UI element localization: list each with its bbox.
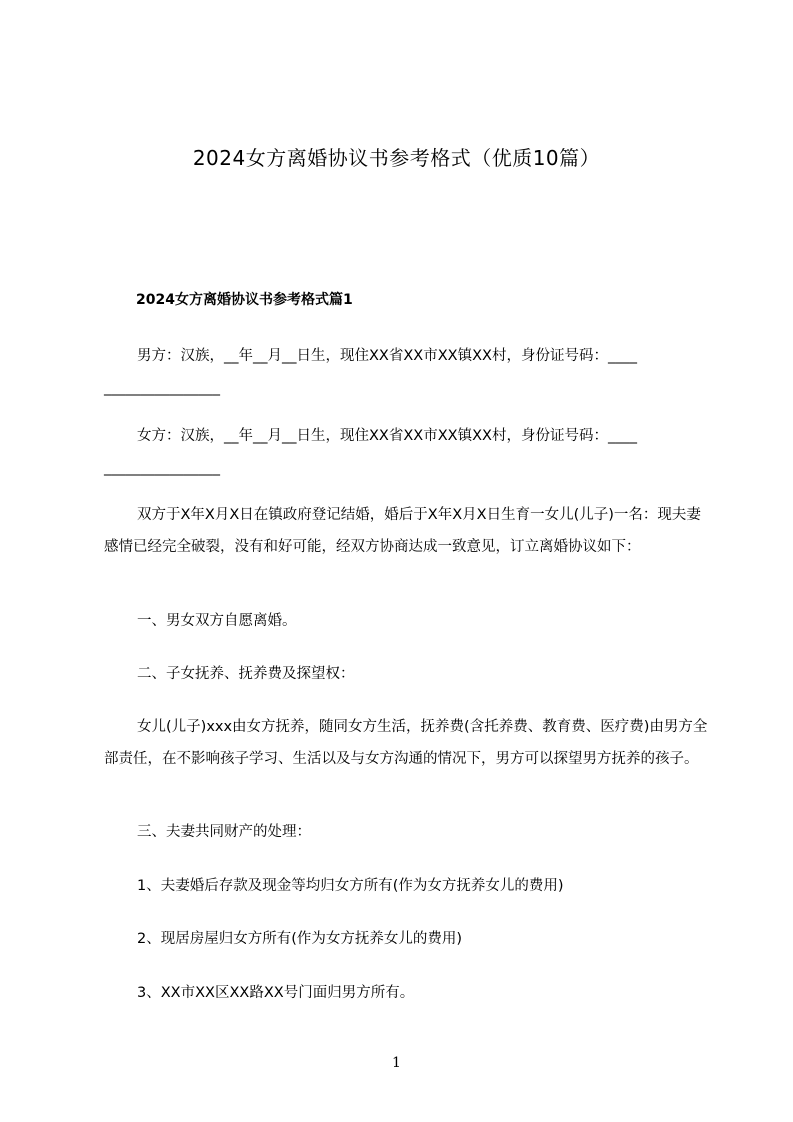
marriage-statement-paragraph: 双方于X年X月X日在镇政府登记结婚，婚后于X年X月X日生育一女儿(儿子)一名：现夫妻感情已经完全破裂，没有和好可能，经双方协商达成一致意见，订立离婚协议如下： — [104, 507, 701, 555]
clause-2-heading: 二、子女抚养、抚养费及探望权： — [137, 666, 355, 682]
female-party-paragraph: 女方：汉族，__年__月__日生，现住XX省XX市XX镇XX村，身份证号码：____ — [137, 428, 637, 444]
section-heading: 2024女方离婚协议书参考格式篇1 — [136, 292, 353, 308]
property-item-1: 1、夫妻婚后存款及现金等均归女方所有(作为女方抚养女儿的费用) — [137, 878, 564, 894]
child-custody-paragraph: 女儿(儿子)xxx由女方抚养，随同女方生活，抚养费(含托养费、教育费、医疗费)由男方全部责任，在不影响孩子学习、生活以及与女方沟通的情况下，男方可以探望男方抚养的孩子。 — [104, 719, 708, 767]
male-party-id-blank: ________________ — [104, 380, 220, 396]
page-number: 1 — [392, 1055, 401, 1071]
clause-1-paragraph: 一、男女双方自愿离婚。 — [137, 613, 297, 629]
female-party-id-blank: ________________ — [104, 460, 220, 476]
property-item-3: 3、XX市XX区XX路XX号门面归男方所有。 — [137, 985, 415, 1001]
male-party-paragraph: 男方：汉族，__年__月__日生，现住XX省XX市XX镇XX村，身份证号码：____ — [137, 348, 637, 364]
property-item-2: 2、现居房屋归女方所有(作为女方抚养女儿的费用) — [137, 931, 463, 947]
clause-3-heading: 三、夫妻共同财产的处理： — [137, 824, 311, 840]
document-title: 2024女方离婚协议书参考格式（优质10篇） — [192, 146, 601, 170]
